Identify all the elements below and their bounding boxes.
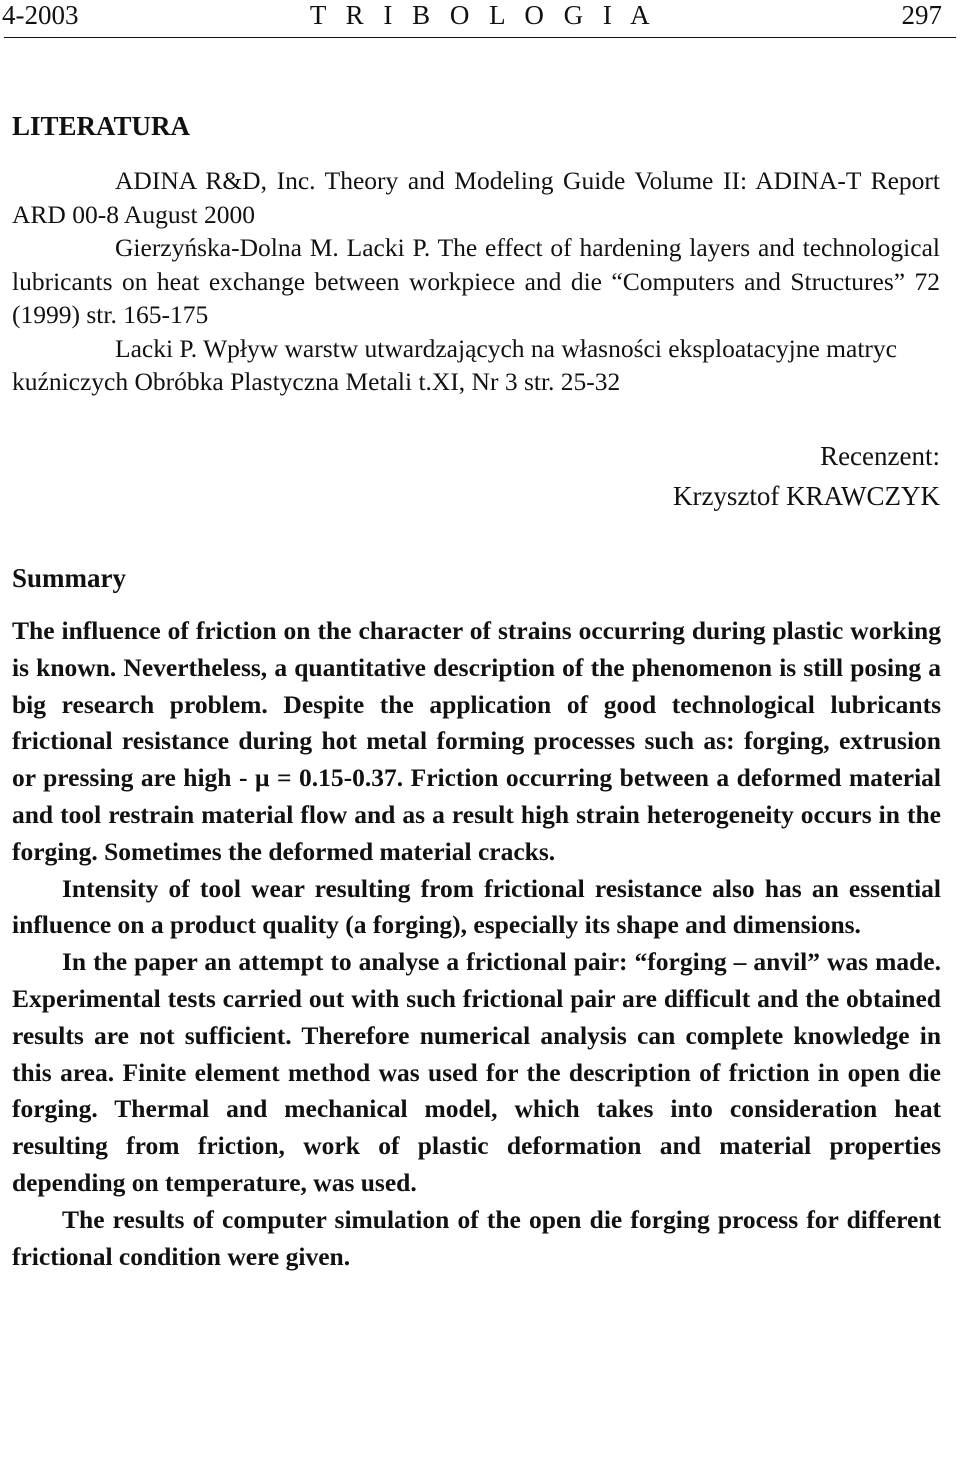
page-number: 297 <box>901 0 942 30</box>
header-divider <box>4 37 956 38</box>
summary-paragraph: The results of computer simulation of the open die forging process for different frictional condition were given. <box>12 1204 941 1271</box>
running-header <box>0 0 960 40</box>
reference-list <box>12 164 940 399</box>
reference-item: Lacki P. Wpływ warstw utwardzających na własności eksploatacyjne matryc kuźniczych Obróbka Plastyczna Metali t.XI, Nr 3 str. 25-32 <box>12 333 897 396</box>
summary-paragraph: In the paper an attempt to analyse a frictional pair: “forging – anvil” was made. Experimental tests carried out with such frictional pair are difficult and the obtained results are not sufficient. Therefore numerical analysis can complete knowledge in this area. Finite element method was used for the description of friction in open die forging. Thermal and mechanical model, which takes into consideration heat resulting from friction, work of plastic deformation and material properties depending on temperature, was used. <box>12 947 941 1197</box>
journal-title: T R I B O L O G I A <box>309 0 657 30</box>
reviewer-block <box>673 436 940 516</box>
summary-body <box>12 613 941 1275</box>
literature-heading: LITERATURA <box>12 111 191 141</box>
issue-number: 4-2003 <box>2 0 79 30</box>
summary-heading: Summary <box>12 563 126 593</box>
summary-paragraph: The influence of friction on the character of strains occurring during plastic working is known. Nevertheless, a quantitative description of the phenomenon is still posing a big research problem. Despite the application of good technological lubricants frictional resistance during hot metal forming processes such as: forging, extrusion or pressing are high - μ = 0.15-0.37. Friction occurring between a deformed material and tool restrain material flow and as a result high strain heterogeneity occurs in the forging. Sometimes the deformed material cracks. <box>12 616 941 866</box>
reference-item: ADINA R&D, Inc. Theory and Modeling Guide Volume II: ADINA-T Report ARD 00-8 August 2000 <box>12 166 940 229</box>
reference-item: Gierzyńska-Dolna M. Lacki P. The effect of hardening layers and technological lubricants on heat exchange between workpiece and die “Computers and Structures” 72 (1999) str. 165-175 <box>12 233 940 329</box>
reviewer-label: Recenzent: <box>820 441 940 471</box>
reviewer-name: Krzysztof KRAWCZYK <box>672 481 940 511</box>
summary-paragraph: Intensity of tool wear resulting from frictional resistance also has an essential influence on a product quality (a forging), especially its shape and dimensions. <box>12 873 941 940</box>
